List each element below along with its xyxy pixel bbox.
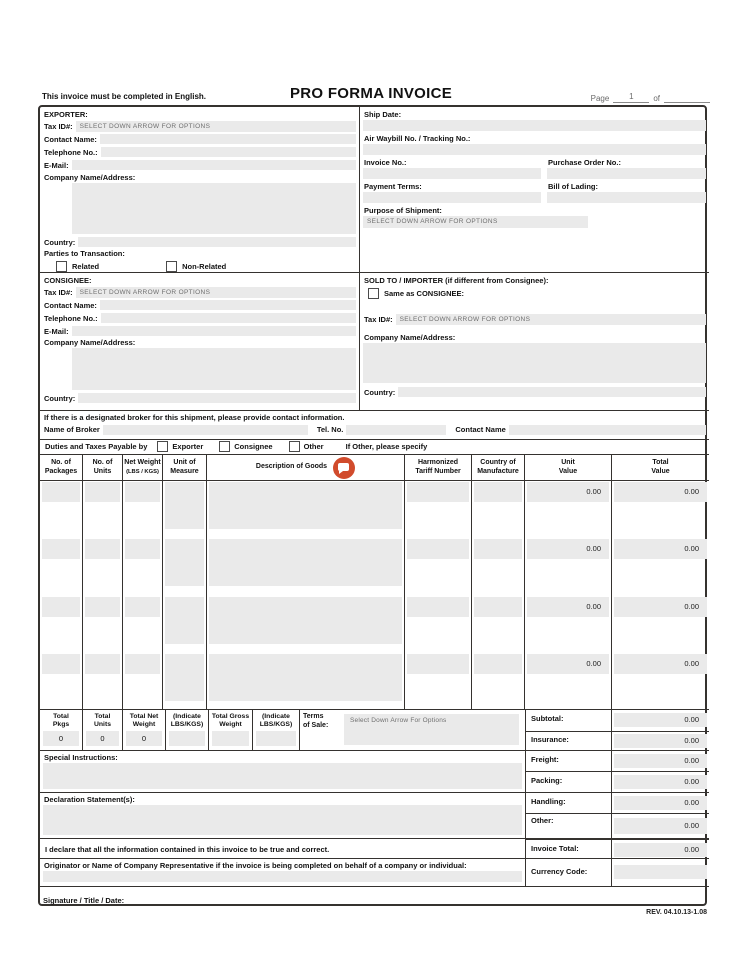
total-net-weight-field[interactable]: 0 xyxy=(126,731,162,746)
summary-column xyxy=(525,709,709,886)
net-weight-field[interactable] xyxy=(125,539,160,559)
comment-annotation-icon[interactable] xyxy=(333,457,355,479)
ship-date-field[interactable] xyxy=(363,120,706,131)
duties-exporter-label: Exporter xyxy=(172,442,204,451)
description-field[interactable] xyxy=(209,597,402,644)
unit-of-measure-field[interactable] xyxy=(165,597,204,644)
consignee-section xyxy=(40,272,360,410)
sold-to-tax-id-select[interactable]: SELECT DOWN ARROW FOR OPTIONS xyxy=(396,314,706,325)
broker-contact-field[interactable] xyxy=(509,425,706,435)
terms-of-sale-label: Terms of Sale: xyxy=(303,713,329,729)
awb-field[interactable] xyxy=(363,144,706,155)
exporter-country-field[interactable] xyxy=(78,237,356,247)
totals-section: Total Pkgs 0 Total Units 0 Total Net Weight 0 (Indicate LBS/KGS) Total Gross Weight (Indicate LBS/KGS) Terms of Sale: Select Down Arrow For Options xyxy=(40,709,525,750)
consignee-company-label: Company Name/Address: xyxy=(44,338,136,347)
po-label: Purchase Order No.: xyxy=(548,158,621,167)
invoice-no-label: Invoice No.: xyxy=(364,158,407,167)
net-weight-field[interactable] xyxy=(125,654,160,674)
consignee-telephone-field[interactable] xyxy=(101,313,356,323)
exporter-section xyxy=(40,107,360,272)
duties-other-note: If Other, please specify xyxy=(345,442,428,451)
tariff-number-field[interactable] xyxy=(407,482,469,502)
sold-to-company-label: Company Name/Address: xyxy=(364,333,456,342)
packages-field[interactable] xyxy=(42,539,80,559)
broker-name-field[interactable] xyxy=(103,425,308,435)
exporter-email-label: E-Mail: xyxy=(44,160,69,170)
col-unit-of-measure: Unit of Measure xyxy=(163,455,207,480)
related-checkbox[interactable] xyxy=(56,261,67,272)
english-notice: This invoice must be completed in English. xyxy=(42,92,207,101)
duties-other-checkbox[interactable] xyxy=(289,441,300,452)
revision-label: REV. 04.10.13-1.08 xyxy=(646,909,707,916)
packing-field[interactable]: 0.00 xyxy=(614,775,707,789)
col-net-weight: Net Weight (LBS / KGS) xyxy=(123,455,163,480)
units-field[interactable] xyxy=(85,597,120,617)
duties-other-label: Other xyxy=(303,442,324,451)
items-table-header xyxy=(40,455,709,481)
unit-of-measure-field[interactable] xyxy=(165,539,204,586)
total-value-field[interactable]: 0.00 xyxy=(614,539,707,559)
consignee-country-label: Country: xyxy=(44,393,76,403)
total-value-field[interactable]: 0.00 xyxy=(614,654,707,674)
declare-section xyxy=(40,838,525,858)
special-instructions-section xyxy=(40,750,525,792)
consignee-tax-id-label: Tax ID#: xyxy=(44,287,73,297)
non-related-checkbox[interactable] xyxy=(166,261,177,272)
duties-consignee-checkbox[interactable] xyxy=(219,441,230,452)
currency-code-label: Currency Code: xyxy=(526,859,612,886)
page-label: Page xyxy=(590,94,610,103)
currency-code-row xyxy=(526,859,709,886)
consignee-company-address-field[interactable] xyxy=(72,348,356,390)
handling-label: Handling: xyxy=(526,793,612,813)
item-row xyxy=(40,538,709,595)
consignee-phone-label: Telephone No.: xyxy=(44,313,98,323)
unit-value-field[interactable]: 0.00 xyxy=(527,539,609,559)
parties-to-transaction-label: Parties to Transaction: xyxy=(44,249,125,258)
page-total-field[interactable] xyxy=(664,93,710,103)
signature-section xyxy=(40,886,709,908)
invoice-form xyxy=(38,105,707,906)
packages-field[interactable] xyxy=(42,654,80,674)
net-weight-field[interactable] xyxy=(125,597,160,617)
subtotal-label: Subtotal: xyxy=(526,710,612,731)
net-weight-uom-field[interactable] xyxy=(169,731,205,746)
broker-name-label: Name of Broker xyxy=(44,425,100,434)
total-value-field[interactable]: 0.00 xyxy=(614,482,707,502)
country-of-manufacture-field[interactable] xyxy=(474,654,522,674)
exporter-tax-id-select[interactable]: SELECT DOWN ARROW FOR OPTIONS xyxy=(76,121,356,132)
exporter-email-field[interactable] xyxy=(72,160,356,170)
items-table-body xyxy=(40,481,709,709)
broker-section xyxy=(40,410,709,439)
total-value-field[interactable]: 0.00 xyxy=(614,597,707,617)
gross-weight-uom-field[interactable] xyxy=(256,731,296,746)
broker-notice: If there is a designated broker for this shipment, please provide contact information. xyxy=(44,413,345,422)
col-country-of-manufacture: Country of Manufacture xyxy=(472,455,525,480)
page-title: PRO FORMA INVOICE xyxy=(289,85,453,102)
page-number-area xyxy=(591,92,710,103)
subtotal-row xyxy=(526,710,709,732)
total-units-field[interactable]: 0 xyxy=(86,731,119,746)
exporter-contact-label: Contact Name: xyxy=(44,134,97,144)
exporter-company-label: Company Name/Address: xyxy=(44,173,136,182)
exporter-contact-name-field[interactable] xyxy=(100,134,356,144)
declaration-label: Declaration Statement(s): xyxy=(44,795,135,804)
payment-terms-label: Payment Terms: xyxy=(364,182,422,191)
units-field[interactable] xyxy=(85,539,120,559)
unit-value-field[interactable]: 0.00 xyxy=(527,597,609,617)
consignee-country-field[interactable] xyxy=(78,393,356,403)
broker-contact-label: Contact Name xyxy=(455,425,506,434)
consignee-heading: CONSIGNEE: xyxy=(44,276,92,285)
duties-consignee-label: Consignee xyxy=(234,442,273,451)
consignee-email-label: E-Mail: xyxy=(44,326,69,336)
purpose-select[interactable]: SELECT DOWN ARROW FOR OPTIONS xyxy=(363,216,588,228)
exporter-country-label: Country: xyxy=(44,237,76,247)
invoice-total-row xyxy=(526,839,709,859)
exporter-phone-label: Telephone No.: xyxy=(44,147,98,157)
currency-code-field[interactable] xyxy=(614,865,707,879)
description-field[interactable] xyxy=(209,539,402,586)
freight-field[interactable]: 0.00 xyxy=(614,754,707,768)
unit-value-field[interactable]: 0.00 xyxy=(527,482,609,502)
declare-text: I declare that all the information contained in this invoice to be true and correct. xyxy=(45,845,330,854)
awb-label: Air Waybill No. / Tracking No.: xyxy=(364,134,471,143)
duties-section xyxy=(40,439,709,454)
payment-terms-field[interactable] xyxy=(363,192,541,203)
non-related-label: Non-Related xyxy=(182,261,227,271)
exporter-telephone-field[interactable] xyxy=(101,147,356,157)
total-pkgs-field[interactable]: 0 xyxy=(43,731,79,746)
consignee-contact-label: Contact Name: xyxy=(44,300,97,310)
other-label: Other: xyxy=(526,814,612,838)
packing-row xyxy=(526,772,709,793)
units-field[interactable] xyxy=(85,482,120,502)
shipment-section xyxy=(360,107,709,272)
unit-of-measure-field[interactable] xyxy=(165,482,204,529)
col-description: Description of Goods xyxy=(207,455,405,480)
page-of-label: of xyxy=(653,94,660,103)
tariff-number-field[interactable] xyxy=(407,597,469,617)
consignee-email-field[interactable] xyxy=(72,326,356,336)
purpose-label: Purpose of Shipment: xyxy=(364,206,442,215)
item-row xyxy=(40,596,709,653)
invoice-total-label: Invoice Total: xyxy=(526,840,612,858)
speech-bubble-glyph xyxy=(338,463,349,471)
handling-row xyxy=(526,793,709,814)
signature-label: Signature / Title / Date: xyxy=(43,896,125,905)
invoice-no-field[interactable] xyxy=(363,168,541,179)
unit-value-field[interactable]: 0.00 xyxy=(527,654,609,674)
terms-of-sale-select[interactable]: Select Down Arrow For Options xyxy=(344,714,519,745)
declaration-section xyxy=(40,792,525,838)
country-of-manufacture-field[interactable] xyxy=(474,482,522,502)
freight-label: Freight: xyxy=(526,751,612,771)
col-tariff-number: Harmonized Tariff Number xyxy=(405,455,472,480)
other-field[interactable]: 0.00 xyxy=(614,818,707,834)
originator-field[interactable] xyxy=(43,871,522,882)
subtotal-field[interactable]: 0.00 xyxy=(614,713,707,727)
item-row xyxy=(40,653,709,709)
packages-field[interactable] xyxy=(42,597,80,617)
item-row xyxy=(40,481,709,538)
total-gross-weight-field[interactable] xyxy=(212,731,249,746)
country-of-manufacture-field[interactable] xyxy=(474,597,522,617)
same-as-consignee-checkbox[interactable] xyxy=(368,288,379,299)
bill-of-lading-field[interactable] xyxy=(547,192,706,203)
originator-text: Originator or Name of Company Representative if the invoice is being completed on behalf of a company or individual: xyxy=(44,861,467,870)
originator-section xyxy=(40,858,525,886)
col-total-value: Total Value xyxy=(651,459,670,475)
description-field[interactable] xyxy=(209,482,402,529)
bill-of-lading-label: Bill of Lading: xyxy=(548,182,598,191)
exporter-company-address-field[interactable] xyxy=(72,183,356,234)
broker-tel-label: Tel. No. xyxy=(316,425,344,434)
related-label: Related xyxy=(72,261,100,271)
declaration-statement-field[interactable] xyxy=(43,805,522,835)
special-instructions-label: Special Instructions: xyxy=(44,753,118,762)
consignee-contact-name-field[interactable] xyxy=(100,300,356,310)
exporter-tax-id-label: Tax ID#: xyxy=(44,121,73,131)
same-as-consignee-label: Same as CONSIGNEE: xyxy=(384,289,465,298)
duties-label: Duties and Taxes Payable by xyxy=(45,442,148,451)
insurance-row xyxy=(526,732,709,751)
ship-date-label: Ship Date: xyxy=(364,110,402,119)
unit-of-measure-field[interactable] xyxy=(165,654,204,701)
sold-to-country-label: Country: xyxy=(364,387,396,397)
items-table xyxy=(40,454,709,709)
handling-field[interactable]: 0.00 xyxy=(614,796,707,810)
sold-to-tax-id-label: Tax ID#: xyxy=(364,314,393,324)
tariff-number-field[interactable] xyxy=(407,654,469,674)
consignee-tax-id-select[interactable]: SELECT DOWN ARROW FOR OPTIONS xyxy=(76,287,356,298)
other-row xyxy=(526,814,709,839)
sold-to-company-address-field[interactable] xyxy=(363,343,706,383)
exporter-heading: EXPORTER: xyxy=(44,110,88,119)
broker-tel-field[interactable] xyxy=(346,425,446,435)
invoice-total-field[interactable]: 0.00 xyxy=(614,843,707,857)
insurance-label: Insurance: xyxy=(526,732,612,750)
page-number-field[interactable]: 1 xyxy=(613,92,649,103)
sold-to-heading: SOLD TO / IMPORTER (if different from Consignee): xyxy=(364,276,549,285)
freight-row xyxy=(526,751,709,772)
duties-exporter-checkbox[interactable] xyxy=(157,441,168,452)
col-units: No. of Units xyxy=(83,455,123,480)
po-field[interactable] xyxy=(547,168,706,179)
sold-to-country-field[interactable] xyxy=(398,387,706,397)
description-field[interactable] xyxy=(209,654,402,701)
units-field[interactable] xyxy=(85,654,120,674)
country-of-manufacture-field[interactable] xyxy=(474,539,522,559)
insurance-field[interactable]: 0.00 xyxy=(614,734,707,748)
special-instructions-field[interactable] xyxy=(43,763,522,789)
packages-field[interactable] xyxy=(42,482,80,502)
sold-to-section xyxy=(360,272,709,410)
net-weight-field[interactable] xyxy=(125,482,160,502)
tariff-number-field[interactable] xyxy=(407,539,469,559)
col-packages: No. of Packages xyxy=(40,455,83,480)
col-unit-value: Unit Value xyxy=(525,455,612,480)
packing-label: Packing: xyxy=(526,772,612,792)
